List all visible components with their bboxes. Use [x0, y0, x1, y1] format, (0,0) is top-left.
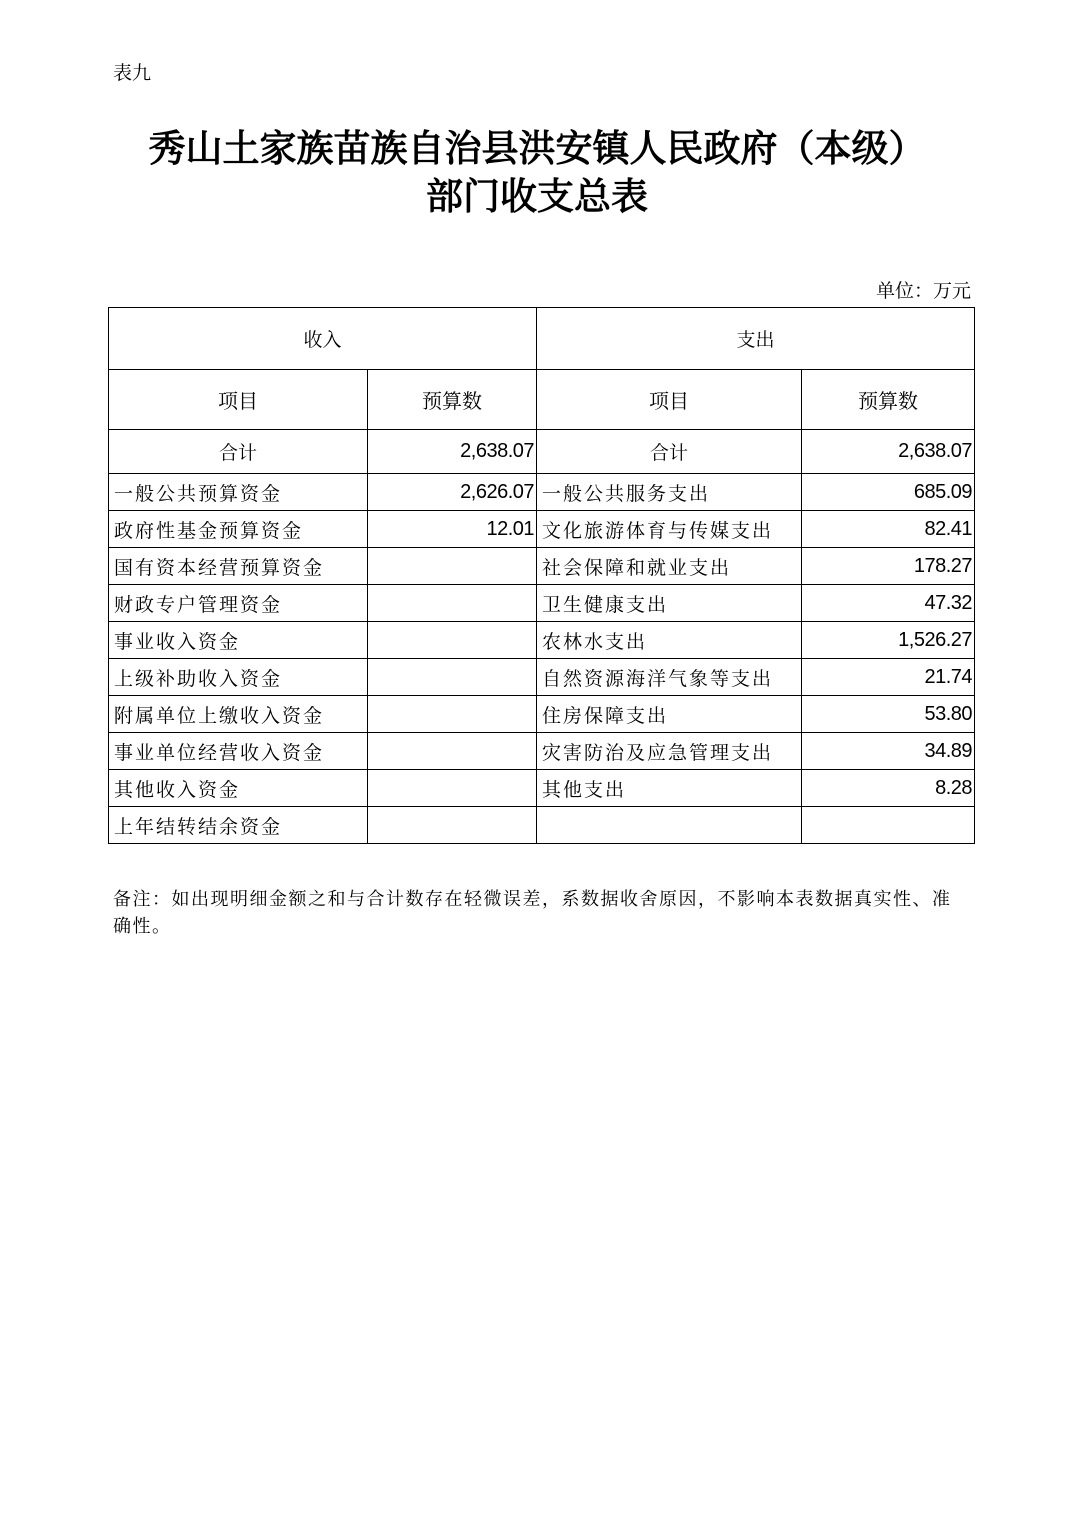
income-item-cell: 政府性基金预算资金: [109, 511, 368, 548]
income-value-cell: 12.01: [368, 511, 537, 548]
expense-item-cell: 农林水支出: [537, 622, 802, 659]
table-row: [109, 511, 975, 548]
expense-item-cell: 自然资源海洋气象等支出: [537, 659, 802, 696]
expense-value-cell: 178.27: [802, 548, 975, 585]
income-value-cell: [368, 807, 537, 844]
table-row: [109, 807, 975, 844]
income-value-cell: 2,626.07: [368, 474, 537, 511]
footnote: 备注：如出现明细金额之和与合计数存在轻微误差，系数据收舍原因，不影响本表数据真实性、准确性。: [113, 889, 952, 937]
table-row: [109, 548, 975, 585]
income-total-value: 2,638.07: [368, 430, 537, 474]
table-row: [109, 696, 975, 733]
expense-value-cell: 685.09: [802, 474, 975, 511]
total-row: [109, 430, 975, 474]
expense-budget-header: 预算数: [802, 370, 975, 430]
expense-value-cell: 82.41: [802, 511, 975, 548]
table-row: [109, 622, 975, 659]
section-header-row: [109, 308, 975, 370]
expense-value-cell: 21.74: [802, 659, 975, 696]
expense-value-cell: [802, 807, 975, 844]
income-item-cell: 上年结转结余资金: [109, 807, 368, 844]
income-item-cell: 一般公共预算资金: [109, 474, 368, 511]
page-title: 秀山土家族苗族自治县洪安镇人民政府（本级）: [148, 126, 926, 170]
income-value-cell: [368, 659, 537, 696]
expense-total-label: 合计: [537, 430, 802, 474]
income-item-cell: 附属单位上缴收入资金: [109, 696, 368, 733]
page-subtitle: 部门收支总表: [426, 174, 648, 218]
expense-value-cell: 53.80: [802, 696, 975, 733]
income-section-header: 收入: [109, 308, 537, 370]
income-item-cell: 事业收入资金: [109, 622, 368, 659]
income-value-cell: [368, 585, 537, 622]
table-row: [109, 733, 975, 770]
expense-item-cell: 其他支出: [537, 770, 802, 807]
income-value-cell: [368, 696, 537, 733]
income-item-header: 项目: [109, 370, 368, 430]
expense-value-cell: 1,526.27: [802, 622, 975, 659]
table-label: 表九: [113, 62, 152, 84]
expense-item-header: 项目: [537, 370, 802, 430]
budget-table: [108, 307, 975, 844]
expense-item-cell: [537, 807, 802, 844]
table-row: [109, 474, 975, 511]
column-header-row: [109, 370, 975, 430]
income-item-cell: 其他收入资金: [109, 770, 368, 807]
expense-value-cell: 8.28: [802, 770, 975, 807]
income-item-cell: 国有资本经营预算资金: [109, 548, 368, 585]
expense-item-cell: 文化旅游体育与传媒支出: [537, 511, 802, 548]
unit-label: 单位：万元: [875, 280, 971, 302]
income-total-label: 合计: [109, 430, 368, 474]
income-value-cell: [368, 733, 537, 770]
expense-item-cell: 灾害防治及应急管理支出: [537, 733, 802, 770]
expense-item-cell: 社会保障和就业支出: [537, 548, 802, 585]
income-item-cell: 上级补助收入资金: [109, 659, 368, 696]
table-row: [109, 770, 975, 807]
expense-item-cell: 卫生健康支出: [537, 585, 802, 622]
expense-total-value: 2,638.07: [802, 430, 975, 474]
expense-value-cell: 47.32: [802, 585, 975, 622]
income-value-cell: [368, 548, 537, 585]
income-value-cell: [368, 770, 537, 807]
income-value-cell: [368, 622, 537, 659]
expense-value-cell: 34.89: [802, 733, 975, 770]
income-budget-header: 预算数: [368, 370, 537, 430]
income-item-cell: 事业单位经营收入资金: [109, 733, 368, 770]
table-row: [109, 585, 975, 622]
expense-item-cell: 一般公共服务支出: [537, 474, 802, 511]
income-item-cell: 财政专户管理资金: [109, 585, 368, 622]
expense-item-cell: 住房保障支出: [537, 696, 802, 733]
expense-section-header: 支出: [537, 308, 975, 370]
table-row: [109, 659, 975, 696]
